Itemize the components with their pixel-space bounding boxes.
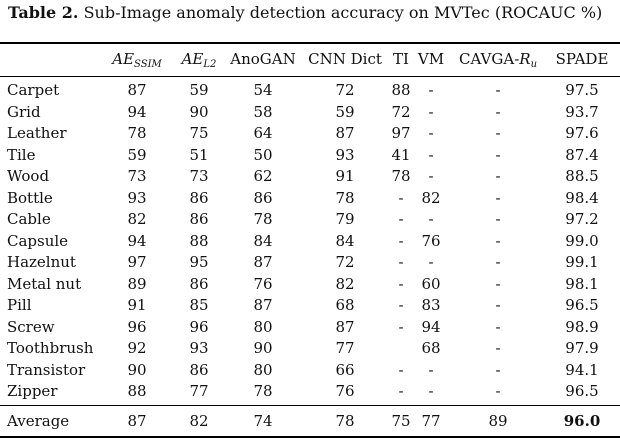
cell-cavga: - — [495, 81, 501, 99]
cell-vm: - — [428, 81, 434, 99]
cell-ti: - — [398, 210, 404, 228]
table-caption — [8, 3, 602, 22]
cell-ae_l2: 88 — [189, 231, 209, 250]
cell-cnn: 91 — [335, 167, 355, 185]
cell-ti: - — [398, 296, 404, 314]
cell-ti: - — [398, 188, 404, 207]
cell-cavga: - — [495, 274, 501, 293]
cell-ti: 78 — [391, 167, 411, 185]
cell-spade: 94.1 — [565, 360, 599, 379]
caption-text: Sub-Image anomaly detection accuracy on MVTec (ROCAUC %) — [83, 3, 603, 22]
header-anogan: AnoGAN — [230, 50, 296, 68]
cell-cavga: - — [495, 382, 501, 400]
cell-spade: 87.4 — [565, 145, 599, 164]
cell-ae_l2: 77 — [189, 382, 209, 400]
cell-anogan: 80 — [253, 317, 273, 336]
cell-ae_ssim: 88 — [127, 382, 147, 400]
cell-anogan: 78 — [253, 210, 273, 228]
cell-cnn: 68 — [335, 296, 355, 314]
cell-spade: 98.1 — [565, 274, 599, 293]
cell-ti: - — [398, 231, 404, 250]
row-name: Hazelnut — [7, 253, 76, 271]
cell-anogan: 64 — [253, 124, 273, 142]
cell-ae_ssim: 87 — [127, 412, 147, 430]
cell-ae_ssim: 90 — [127, 360, 147, 379]
row-name: Zipper — [7, 382, 58, 400]
cell-ae_l2: 75 — [189, 124, 209, 142]
row-name: Tile — [7, 145, 36, 164]
header-cnn-dict: CNN Dict — [308, 50, 382, 68]
cell-anogan: 74 — [253, 412, 273, 430]
cell-spade: 99.0 — [565, 231, 599, 250]
cell-ti: - — [398, 382, 404, 400]
cell-cnn: 93 — [335, 145, 355, 164]
cell-anogan: 80 — [253, 360, 273, 379]
cell-vm: - — [428, 167, 434, 185]
cell-cnn: 79 — [335, 210, 355, 228]
cell-ae_l2: 51 — [189, 145, 209, 164]
cell-vm: 82 — [421, 188, 441, 207]
row-name: Bottle — [7, 188, 53, 207]
row-name: Transistor — [7, 360, 86, 379]
cell-anogan: 78 — [253, 382, 273, 400]
cell-ae_ssim: 94 — [127, 231, 147, 250]
cell-spade: 98.4 — [565, 188, 599, 207]
cell-cnn: 77 — [335, 339, 355, 357]
cell-anogan: 87 — [253, 253, 273, 271]
cell-cnn: 84 — [335, 231, 355, 250]
cell-cnn: 82 — [335, 274, 355, 293]
cell-ti: - — [398, 274, 404, 293]
header-spade: SPADE — [555, 50, 609, 68]
cell-vm: - — [428, 253, 434, 271]
cell-cnn: 59 — [335, 102, 355, 121]
cell-ae_l2: 90 — [189, 102, 209, 121]
cell-ae_l2: 86 — [189, 274, 209, 293]
cell-cavga: 89 — [488, 412, 508, 430]
cell-ti: 97 — [391, 124, 411, 142]
row-name: Screw — [7, 317, 55, 336]
cell-spade: 97.2 — [565, 210, 599, 228]
cell-ae_ssim: 89 — [127, 274, 147, 293]
cell-vm: 60 — [421, 274, 441, 293]
cell-cnn: 78 — [335, 412, 355, 430]
cell-anogan: 90 — [253, 339, 273, 357]
cell-ae_l2: 85 — [189, 296, 209, 314]
cell-ti: - — [398, 253, 404, 271]
header-ti: TI — [393, 50, 409, 68]
cell-anogan: 84 — [253, 231, 273, 250]
cell-ti: 88 — [391, 81, 411, 99]
cell-cnn: 87 — [335, 124, 355, 142]
row-name: Capsule — [7, 231, 69, 250]
cell-cavga: - — [495, 360, 501, 379]
row-name: Grid — [7, 102, 41, 121]
cell-spade: 97.5 — [565, 81, 599, 99]
average-rule — [0, 405, 620, 406]
row-name: Toothbrush — [7, 339, 94, 357]
cell-vm: - — [428, 210, 434, 228]
cell-cavga: - — [495, 124, 501, 142]
cell-anogan: 58 — [253, 102, 273, 121]
cell-spade: 93.7 — [565, 102, 599, 121]
top-rule — [0, 42, 620, 44]
cell-ti: - — [398, 317, 404, 336]
cell-anogan: 86 — [253, 188, 273, 207]
header-ae-l2: $AE_{L2}$ — [181, 50, 217, 70]
average-label: Average — [7, 412, 70, 430]
cell-ae_ssim: 82 — [127, 210, 147, 228]
cell-cnn: 76 — [335, 382, 355, 400]
cell-cavga: - — [495, 145, 501, 164]
cell-cavga: - — [495, 339, 501, 357]
cell-ae_l2: 95 — [189, 253, 209, 271]
cell-cnn: 78 — [335, 188, 355, 207]
cell-ae_l2: 96 — [189, 317, 209, 336]
cell-cavga: - — [495, 231, 501, 250]
cell-ae_ssim: 94 — [127, 102, 147, 121]
bottom-rule — [0, 436, 620, 438]
cell-cavga: - — [495, 188, 501, 207]
cell-vm: - — [428, 382, 434, 400]
cell-ti: 41 — [391, 145, 411, 164]
cell-cnn: 66 — [335, 360, 355, 379]
cell-ti: - — [398, 360, 404, 379]
caption-label: Table 2. — [8, 3, 79, 22]
cell-vm: - — [428, 360, 434, 379]
row-name: Metal nut — [7, 274, 82, 293]
cell-anogan: 54 — [253, 81, 273, 99]
cell-vm: 68 — [421, 339, 441, 357]
cell-spade: 97.9 — [565, 339, 599, 357]
cell-ae_ssim: 97 — [127, 253, 147, 271]
cell-ti: 72 — [391, 102, 411, 121]
cell-vm: - — [428, 102, 434, 121]
cell-anogan: 62 — [253, 167, 273, 185]
cell-anogan: 50 — [253, 145, 273, 164]
cell-cavga: - — [495, 296, 501, 314]
cell-anogan: 87 — [253, 296, 273, 314]
cell-ae_ssim: 93 — [127, 188, 147, 207]
cell-cnn: 72 — [335, 253, 355, 271]
cell-spade: 88.5 — [565, 167, 599, 185]
cell-vm: 76 — [421, 231, 441, 250]
cell-vm: 77 — [421, 412, 441, 430]
cell-spade: 96.5 — [565, 382, 599, 400]
cell-cavga: - — [495, 317, 501, 336]
cell-ae_ssim: 96 — [127, 317, 147, 336]
cell-spade: 98.9 — [565, 317, 599, 336]
cell-vm: - — [428, 145, 434, 164]
cell-ae_l2: 93 — [189, 339, 209, 357]
cell-spade: 99.1 — [565, 253, 599, 271]
cell-cavga: - — [495, 253, 501, 271]
header-rule — [0, 76, 620, 77]
cell-cavga: - — [495, 167, 501, 185]
row-name: Carpet — [7, 81, 60, 99]
cell-cavga: - — [495, 210, 501, 228]
cell-cavga: - — [495, 102, 501, 121]
cell-vm: - — [428, 124, 434, 142]
cell-ae_l2: 86 — [189, 188, 209, 207]
cell-ae_ssim: 87 — [127, 81, 147, 99]
cell-ae_ssim: 92 — [127, 339, 147, 357]
cell-ae_l2: 86 — [189, 210, 209, 228]
cell-vm: 83 — [421, 296, 441, 314]
cell-cnn: 72 — [335, 81, 355, 99]
cell-ae_ssim: 78 — [127, 124, 147, 142]
cell-spade: 96.0 — [563, 412, 601, 430]
header-cavga: CAVGA-$R_u$ — [458, 50, 538, 70]
cell-ae_ssim: 59 — [127, 145, 147, 164]
cell-cnn: 87 — [335, 317, 355, 336]
cell-vm: 94 — [421, 317, 441, 336]
cell-ae_ssim: 73 — [127, 167, 147, 185]
cell-spade: 96.5 — [565, 296, 599, 314]
cell-spade: 97.6 — [565, 124, 599, 142]
cell-ae_l2: 73 — [189, 167, 209, 185]
cell-ae_l2: 82 — [189, 412, 209, 430]
row-name: Leather — [7, 124, 67, 142]
header-ae-ssim: $AE_{SSIM}$ — [112, 50, 162, 70]
cell-anogan: 76 — [253, 274, 273, 293]
row-name: Cable — [7, 210, 51, 228]
header-vm: VM — [417, 50, 445, 68]
cell-ae_l2: 86 — [189, 360, 209, 379]
row-name: Pill — [7, 296, 32, 314]
cell-ae_ssim: 91 — [127, 296, 147, 314]
cell-ae_l2: 59 — [189, 81, 209, 99]
cell-ti: 75 — [391, 412, 411, 430]
row-name: Wood — [7, 167, 50, 185]
